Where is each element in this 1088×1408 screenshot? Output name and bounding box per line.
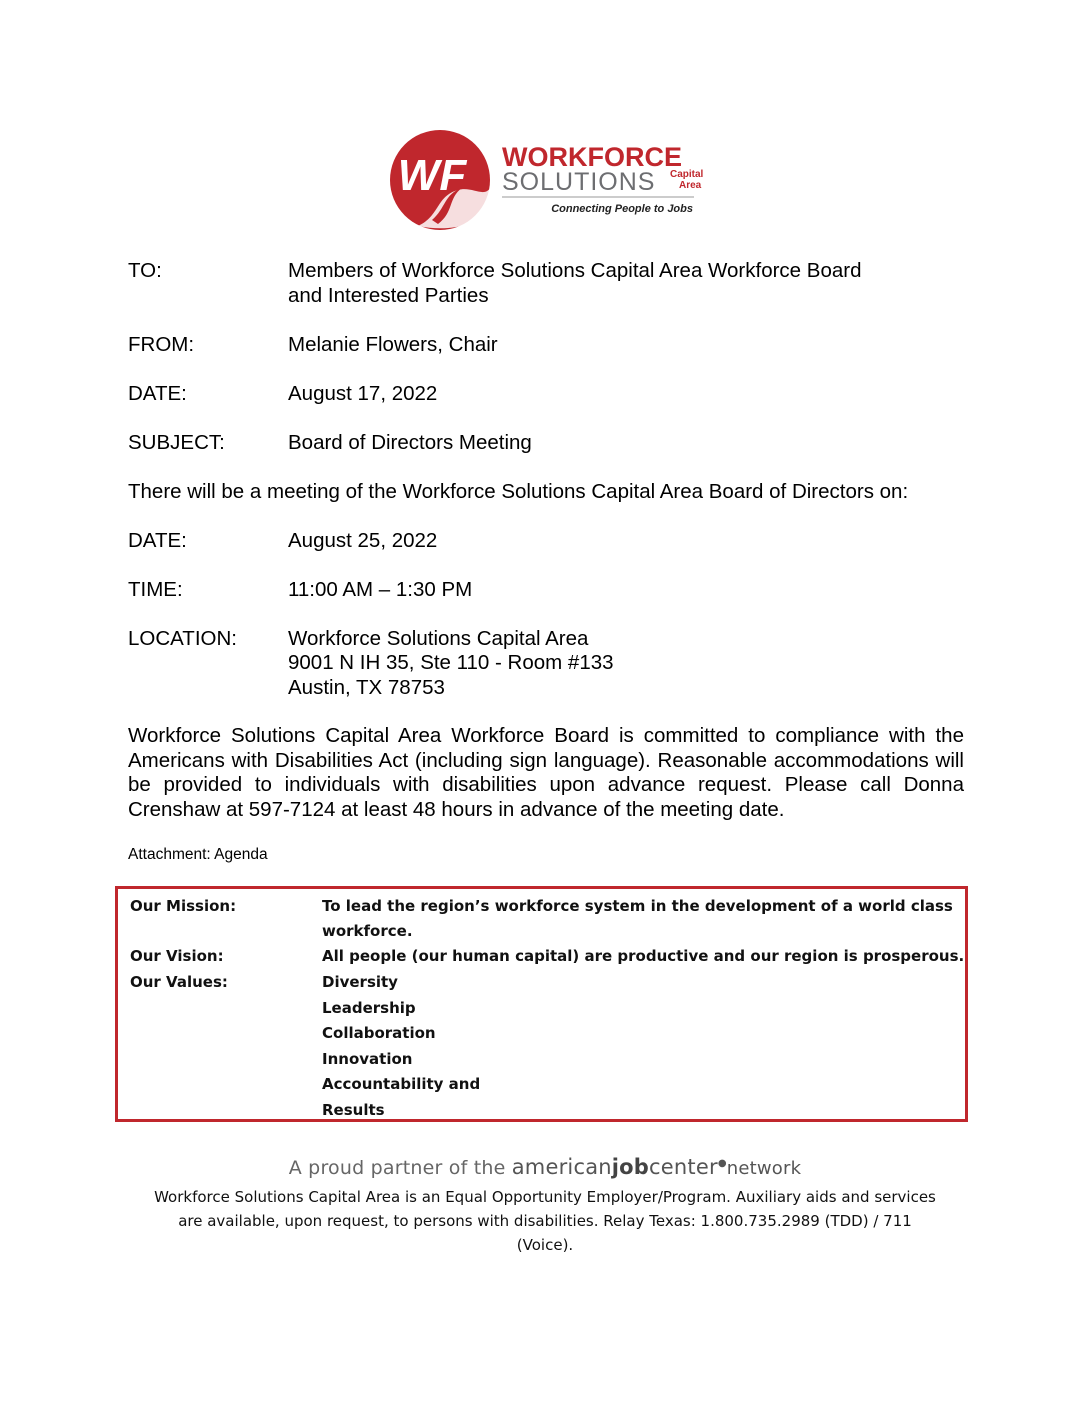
- partner-prefix: A proud partner of the: [288, 1157, 512, 1179]
- date-value: August 17, 2022: [288, 381, 438, 405]
- workforce-solutions-logo: [388, 128, 708, 232]
- to-label: TO:: [128, 259, 162, 282]
- mission-row: [130, 897, 322, 915]
- memo-date-row: [128, 382, 968, 407]
- vision-text: All people (our human capital) are productive and our region is prosperous.: [322, 947, 965, 965]
- memo-subject-row: [128, 431, 968, 456]
- meeting-location-row: [128, 627, 968, 701]
- subject-label: SUBJECT:: [128, 430, 225, 454]
- memo-from-row: [128, 333, 968, 358]
- values-label: Our Values:: [130, 973, 228, 991]
- logo-region-line2: Area: [679, 180, 702, 191]
- equal-opportunity-statement: [110, 1185, 980, 1257]
- ajc-network: network: [726, 1158, 802, 1179]
- value-item: Collaboration: [322, 1024, 436, 1042]
- mission-box: [115, 886, 968, 1122]
- logo-tagline: Connecting People to Jobs: [551, 203, 693, 215]
- vision-label: Our Vision:: [130, 947, 224, 965]
- meeting-date-label: DATE:: [128, 528, 187, 552]
- meeting-time-label: TIME:: [128, 577, 183, 601]
- location-line-2: 9001 N IH 35, Ste 110 - Room #133: [288, 651, 614, 674]
- mission-text-line-1: To lead the region’s workforce system in the development of a world class: [322, 897, 953, 915]
- logo-word-workforce: WORKFORCE: [502, 142, 682, 172]
- logo-initials: WF: [397, 151, 467, 200]
- logo-region-line1: Capital: [670, 169, 704, 180]
- value-item: Diversity: [322, 973, 398, 991]
- date-label: DATE:: [128, 381, 187, 405]
- attachment-note: Attachment: Agenda: [128, 846, 268, 863]
- meeting-time-value: 11:00 AM – 1:30 PM: [288, 577, 473, 601]
- to-line-2: and Interested Parties: [288, 283, 489, 307]
- meeting-time-row: [128, 578, 968, 603]
- values-row: [130, 973, 322, 991]
- eo-line-3: (Voice).: [516, 1236, 574, 1254]
- memo-to-row: [128, 259, 968, 308]
- ajc-job: job: [611, 1155, 650, 1179]
- location-label: LOCATION:: [128, 626, 237, 650]
- value-item: Accountability and: [322, 1075, 481, 1093]
- ada-paragraph: Workforce Solutions Capital Area Workforce Board is committed to compliance with the Americans with Disabilities Act (including sign language). Reasonable accommodations will be provided to individuals with disabilities upon advance request. Please call Donna Crenshaw at 597-7124 at least 48 hours in advance of the meeting date.: [128, 724, 964, 821]
- mission-text-line-2: workforce.: [322, 922, 413, 940]
- eo-line-1: Workforce Solutions Capital Area is an Equal Opportunity Employer/Program. Auxiliary aids and services: [154, 1188, 936, 1206]
- meeting-intro: There will be a meeting of the Workforce Solutions Capital Area Board of Directors on:: [128, 479, 909, 503]
- meeting-date-row: [128, 529, 968, 554]
- location-line-3: Austin, TX 78753: [288, 675, 445, 699]
- value-item: Innovation: [322, 1050, 413, 1068]
- mission-label: Our Mission:: [130, 897, 237, 915]
- logo-word-solutions: SOLUTIONS: [502, 168, 656, 196]
- ajc-center: center: [649, 1155, 718, 1179]
- vision-row: [130, 947, 322, 965]
- ajc-logo: americanjobcenter●network: [511, 1155, 802, 1179]
- meeting-date-value: August 25, 2022: [288, 528, 438, 552]
- logo-graphic: [388, 128, 708, 232]
- value-item: Results: [322, 1101, 385, 1119]
- to-line-1: Members of Workforce Solutions Capital Area Workforce Board: [288, 259, 862, 282]
- from-label: FROM:: [128, 332, 195, 356]
- memo-header: [128, 259, 968, 725]
- eo-line-2: are available, upon request, to persons with disabilities. Relay Texas: 1.800.735.2989 (TDD) / 711: [178, 1212, 912, 1230]
- subject-value: Board of Directors Meeting: [288, 430, 532, 454]
- location-value: [288, 627, 614, 701]
- footer: [110, 1155, 980, 1257]
- location-line-1: Workforce Solutions Capital Area: [288, 626, 589, 650]
- ajc-partner-line: [110, 1155, 980, 1179]
- from-value: Melanie Flowers, Chair: [288, 332, 498, 356]
- value-item: Leadership: [322, 999, 416, 1017]
- ajc-american: american: [511, 1155, 612, 1179]
- to-value: [288, 259, 861, 308]
